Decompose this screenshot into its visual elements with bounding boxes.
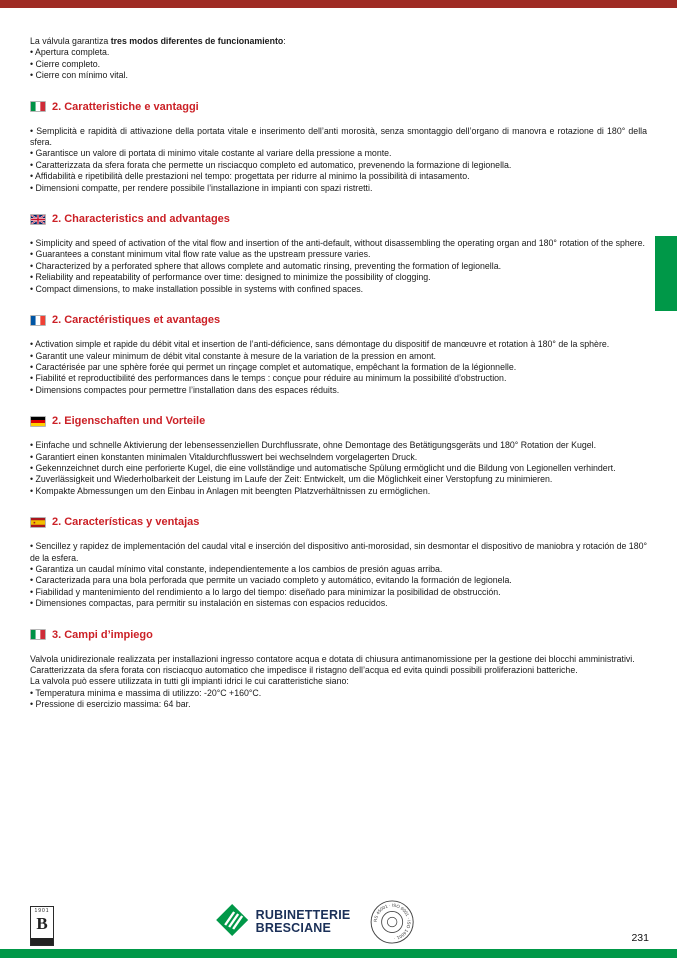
section-title: 3. Campi d’impiego — [52, 628, 153, 641]
bullet-line: • Characterized by a perforated sphere that allows complete and automatic rinsing, preventing the formation of legionella. — [30, 260, 502, 271]
intro-lead-bold: tres modos diferentes de funcionamiento — [110, 36, 284, 46]
logo-letter-b: B — [36, 914, 48, 933]
section-bullets — [30, 440, 647, 497]
brand-line-1: RUBINETTERIE — [255, 908, 351, 922]
iso-certification-stamp — [370, 900, 414, 944]
bullet-line: • Simplicity and speed of activation of the vital flow and insertion of the anti-default, without disassembling the operating organ and 180° rotation of the sphere. — [30, 238, 645, 249]
intro-block — [30, 36, 647, 82]
page-content — [30, 36, 647, 711]
bullet-line: • Caracterizada para una bola perforada que permite un vaciado completo y automático, evitando la formación de legionela. — [30, 575, 512, 586]
section-bullets — [30, 126, 647, 194]
top-red-bar — [0, 0, 677, 8]
section-characteristics-it — [30, 101, 647, 194]
section-header — [30, 415, 647, 427]
iso-ring-text: RS 45001 · ISO 9001 · ISO 14001 · — [373, 902, 412, 942]
bullet-line: • Garantit une valeur minimum de débit vital constante à mesure de la variation de la pression en amont. — [30, 350, 436, 361]
section-title: 2. Eigenschaften und Vorteile — [52, 415, 206, 428]
flag-uk-icon — [30, 214, 46, 225]
rubinetterie-bresciane-logo — [215, 903, 351, 942]
logo-band — [31, 938, 53, 945]
section-characteristics-de — [30, 415, 647, 497]
bullet-line: • Garantiert einen konstanten minimalen Vitaldurchflusswert bei wechselndem vorgelagerten Druck. — [30, 451, 418, 462]
brand-group — [215, 900, 415, 944]
green-side-tab — [655, 236, 677, 311]
bullet-line: • Guarantees a constant minimum vital flow rate value as the upstream pressure varies. — [30, 249, 371, 260]
intro-lead-prefix: La válvula garantiza — [30, 36, 111, 46]
flag-france-icon — [30, 315, 46, 326]
section-title: 2. Características y ventajas — [52, 516, 200, 529]
page-number: 231 — [631, 932, 649, 944]
bullet-line: • Reliability and repeatability of performance over time: designed to minimize the possibility of clogging. — [30, 272, 431, 283]
section-characteristics-fr — [30, 314, 647, 396]
bullet-line: • Dimensiones compactas, para permitir su instalación en sistemas con espacios reducidos. — [30, 598, 388, 609]
bullet-line: • Pressione di esercizio massima: 64 bar. — [30, 699, 191, 710]
bullet-line: • Semplicità e rapidità di attivazione della portata vitale e inserimento dell’anti morosità, senza smontaggio dell’organo di manovra e rotazione di 180° della sfera. — [30, 125, 647, 148]
flag-italy-icon — [30, 101, 46, 112]
bullet-line: • Garantiza un caudal mínimo vital constante, independientemente a los cambios de presión aguas arriba. — [30, 563, 443, 574]
section-title: 2. Characteristics and advantages — [52, 213, 230, 226]
section-header — [30, 314, 647, 326]
section-title: 2. Caratteristiche e vantaggi — [52, 100, 199, 113]
bullet-line: • Dimensioni compatte, per rendere possibile l’installazione in impianti con spazi ristretti. — [30, 182, 373, 193]
bonomi-1901-logo — [30, 906, 54, 946]
section-header — [30, 101, 647, 113]
brand-diamond-icon — [215, 903, 249, 942]
section-bullets — [30, 541, 647, 609]
bullet-line: • Gekennzeichnet durch eine perforierte Kugel, die eine vollständige und automatische Spülung ermöglicht und die Bildung von Legionellen verhindert. — [30, 462, 616, 473]
section-applications-it — [30, 629, 647, 711]
section-characteristics-es — [30, 516, 647, 609]
bottom-green-bar — [0, 949, 677, 958]
bullet-line: • Activation simple et rapide du débit vital et insertion de l’anti-déficience, sans démontage du dispositif de manœuvre et rotation à 180° de la sphère. — [30, 339, 610, 350]
bullet-line: • Einfache und schnelle Aktivierung der lebensessenziellen Durchflussrate, ohne Demontage des Betätigungsgeräts und 180° Rotation der Kugel. — [30, 440, 597, 451]
paragraph-line: Valvola unidirezionale realizzata per installazioni ingresso contatore acqua e dotata di chiusura antimanomissione per la gestione dei blocchi amministrativi. — [30, 653, 635, 664]
section-bullets — [30, 238, 647, 295]
page-footer — [0, 900, 677, 946]
intro-bullet: • Cierre con mínimo vital. — [30, 70, 128, 81]
section-paragraphs — [30, 654, 647, 711]
flag-spain-icon — [30, 517, 46, 528]
bullet-line: • Affidabilità e ripetibilità delle prestazioni nel tempo: progettata per ridurre al minimo la possibilità di intasamento. — [30, 171, 470, 182]
section-header — [30, 629, 647, 641]
intro-lead — [30, 36, 647, 47]
bullet-line: • Sencillez y rapidez de implementación del caudal vital e inserción del dispositivo anti-morosidad, sin desmontar el dispositivo de maniobra y rotación de 180° de la esfera. — [30, 541, 647, 563]
bullet-line: • Zuverlässigkeit und Wiederholbarkeit der Leistung im Laufe der Zeit: Entwickelt, um die Möglichkeit einer Verstopfung zu minimieren. — [30, 474, 553, 485]
intro-lead-suffix: : — [283, 36, 286, 46]
svg-text:RS 45001 · ISO 9001 · ISO 1400 — [373, 903, 412, 941]
bullet-line: • Fiabilidad y mantenimiento del rendimiento a lo largo del tiempo: diseñado para minimizar la posibilidad de obstrucción. — [30, 586, 501, 597]
bullet-line: • Compact dimensions, to make installation possible in systems with confined spaces. — [30, 283, 364, 294]
brand-text — [256, 909, 351, 935]
bullet-line: • Dimensions compactes pour permettre l’installation dans des espaces réduits. — [30, 384, 340, 395]
brand-line-2: BRESCIANE — [255, 921, 332, 935]
paragraph-line: Caratterizzata da sfera forata con risciacquo automatico che impedisce il ristagno dell’acqua ed evita quindi possibili proliferazioni batteriche. — [30, 665, 578, 675]
section-header — [30, 213, 647, 225]
logo-year-label: 1901 — [34, 908, 50, 914]
section-bullets — [30, 339, 647, 396]
bullet-line: • Temperatura minima e massima di utilizzo: -20°C +160°C. — [30, 687, 262, 698]
bullet-line: • Caractérisée par une sphère forée qui permet un rinçage complet et automatique, empêchant la formation de la légionnelle. — [30, 361, 517, 372]
section-title: 2. Caractéristiques et avantages — [52, 314, 221, 327]
paragraph-line: La valvola può essere utilizzata in tutti gli impianti idrici le cui caratteristiche siano: — [30, 676, 349, 687]
flag-germany-icon — [30, 416, 46, 427]
intro-bullet: • Cierre completo. — [30, 58, 101, 69]
bullet-line: • Garantisce un valore di portata di minimo vitale costante al variare della pressione a monte. — [30, 148, 392, 159]
bullet-line: • Fiabilité et reproductibilité des performances dans le temps : conçue pour réduire au minimum la possibilité d’obstruction. — [30, 373, 507, 384]
flag-italy-icon — [30, 629, 46, 640]
section-header — [30, 516, 647, 528]
bullet-line: • Caratterizzata da sfera forata che permette un risciacquo completo ed automatico, prevenendo la formazione di legionella. — [30, 159, 512, 170]
intro-bullet: • Apertura completa. — [30, 47, 110, 58]
section-characteristics-en — [30, 213, 647, 295]
bullet-line: • Kompakte Abmessungen um den Einbau in Anlagen mit beengten Platzverhältnissen zu ermöglichen. — [30, 485, 431, 496]
